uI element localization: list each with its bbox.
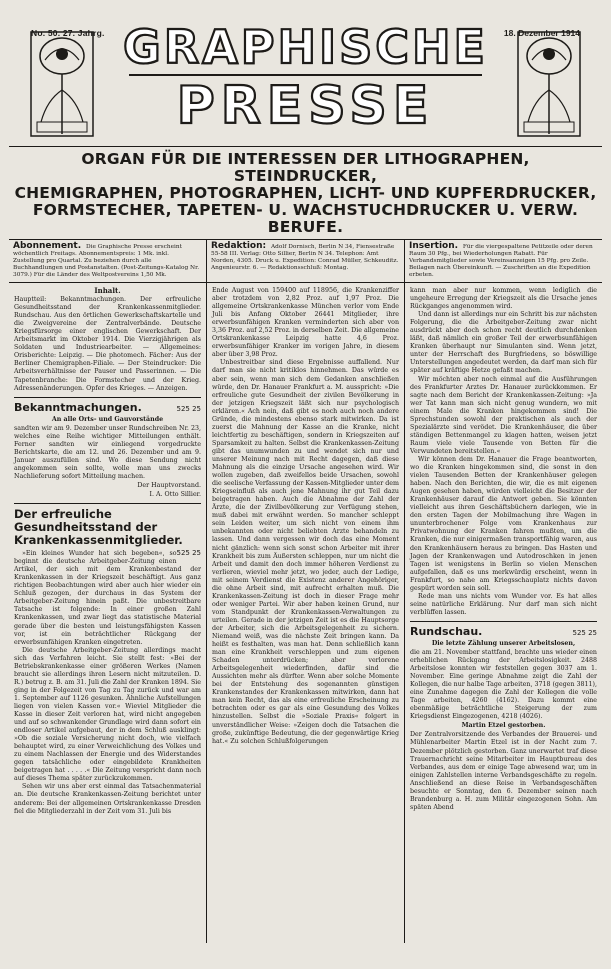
toc-title: Inhalt. — [94, 286, 121, 295]
column-2 — [207, 283, 405, 943]
article-paragraph: Unbestreitbar sind diese Ergebnisse auffallend. Nur darf man sie nicht kritiklos hinnehmen. Das würde es aber sein, wenn man sich dem Gedanken anschließen würde, den Dr. Hanauer Frankfurt a. M. ausspricht: »Die erfreuliche gute Gesundheit der zivilen Bevölkerung in der jetzigen Kriegszeit läßt sich nur psychologisch erklären.« Ach nein, daß gibt es noch auch noch andere Gründe, die mindestens ebenso stark mitwirken. Da ist zuerst die Mahnung der Kasse an die Kranke, nicht leichtfertig zu beschäftigen, sondern in Kriegszeiten auf Sparsamkeit zu halten. Selbst die Krankenkassen-Zeitung gibt das unumwunden zu und wendet sich nur und unserer Meinung nach mit Recht dagegen, daß diese Mahnung als die einzige Ursache angesehen wird. Wir wollen zugeben, daß zweifellos beide Ursachen, sowohl die seelische Verfassung der Kassen-Mitglieder unter dem Kriegseinfluß als auch jene Mahnung ihr gut Teil dazu beigetragen haben. Auch die Abnahme der Zahl der Ärzte, die der Zivilbevölkerung zur Verfügung stehen, muß dabei mit erwähnt werden. So mancher schleppt sein Leiden weiter, um sich nicht von einem ihm unbekannten oder nicht beliebten Arzte behandeln zu lassen. Und dann vergessen wir doch das eine Moment nicht gänzlich: wenn sich sonst schon Arbeiter mit ihrer Krankheit bis zum Äußersten schleppen, nur um nicht die Arbeit und damit den doch immer höheren Verdienst zu verlieren, wieviel mehr jetzt, wo jeder, auch der Ledige, mit seinem Verdienst die Existenz anderer Angehöriger, die ohne Arbeit sind, mit aufrecht erhalten muß. Die Krankenkassen-Zeitung ist doch in dieser Frage mehr oder weniger Partei. Wir aber haben keinen Grund, nur vom Standpunkt der Krankenkassen-Verwaltungen zu urteilen. Gerade in der jetzigen Zeit ist es die Hauptsorge der Arbeiter, sich die Arbeitsgelegenheit zu sichern. Niemand weiß, was die nächste Zeit bringen kann. Da heißt es festhalten, was man hat. Denn schließlich kann man eine Krankheit verschleppen und zum eigenen Schaden unterdrücken; aber verlorene Arbeitsgelegenheit wiederfinden, dafür sind die Aussichten mehr als dürfter. Wenn aber solche Momente bei der Entstehung des sogenannten günstigen Krankenstandes der Krankenkassen mitwirken, dann hat man kein Recht, das als eine erfreuliche Erscheinung zu betrachten oder es gar als eine Gesundung des Volkes hinzustellen. Selbst die »Soziale Praxis« folgert in unverständlicher Weise: »Zeigen doch die Tatsachen die große, zukünftige Bedeutung, die der gegenwärtige Krieg hat.« Zu solchen Schlußfolgerungen — [212, 359, 399, 745]
section-mark: 525 25 — [176, 404, 201, 413]
table-of-contents — [14, 287, 201, 398]
news-subheading: Martin Etzel gestorben. — [461, 722, 546, 730]
section-mark: 525 25 — [572, 628, 597, 637]
article-paragraph: Die deutsche Arbeitgeber-Zeitung allerdings macht sich das Verfahren leicht. Sie stellt fest: »Bei der Betriebskrankenkasse einer größeren Werkes (Namen braucht sie allerdings ihren Lesern nicht mitzuteilen. D. R.) betrug z. B. am 31. Juli die Zahl der Kranken 1894. Sie ging in der Folgezeit von Tag zu Tag zurück und war am 1. September auf 1126 gesunken. Ähnliche Aufstellungen liegen von vielen Kassen vor.« Wieviel Mitglieder die Kasse in dieser Zeit verloren hat, wird nicht angegeben und auf so schwankender Grundlage wird dann sofort ein endloser Artikel aufgebaut, der in dem Schluß ausklingt: »Ob die soziale Versicherung nicht doch, wie vielfach behauptet wird, zu einer Verweichlichung des Volkes und zu einem Nachlassen der Energie und des Widerstandes gegen tatsächliche oder eingebildete Krankheiten beigetragen hat . . . . .« Die Zeitung verspricht dann noch auf dieses Thema später zurückzukommen. — [14, 646, 201, 783]
notice-subheading: An alle Orts- und Gauvorstände — [51, 415, 164, 423]
article-paragraph: »Ein kleines Wunder hat sich begeben«, so beginnt die deutsche Arbeitgeber-Zeitung einen Artikel, der sich mit dem Krankenbestand der Krankenkassen in der Kriegszeit beschäftigt. Aus ganz richtigen Beobachtungen wird aber auch hier wieder ein Schluß gezogen, der durchaus in das System der Arbeitgeber-Zeitung hinein paßt. Die unbestreitbare Tatsache ist folgende: In einer großen Zahl Krankenkassen, und zwar liegt das statistische Material gerade über die besten und leistungsfähigsten Kassen vor, ist ein beträchtlicher Rückgang der erwerbsunfähigen Kranken eingetreten. — [14, 550, 201, 646]
notice-text: sandten wir am 9. Dezember unser Rundschreiben Nr. 23, welches eine Reihe wichtiger Mitteilungen enthält. Ferner sandten wir einliegend vorgedruckte Berichtskarte, die am 12. und 26. Dezember und am 9. Januar auszufüllen sind. Wo diese Sendung nicht angekommen sein sollte, wolle man uns zwecks Nachlieferung sofort Mitteilung machen. — [14, 424, 201, 480]
art-nouveau-ornament-left-icon — [27, 30, 97, 140]
masthead-title-line2: PRESSE — [176, 76, 435, 136]
article-paragraph: kann man aber nur kommen, wenn lediglich die ungeheure Erregung der Kriegszeit als die Ursache jenes Rückganges angenommen wird. — [410, 287, 597, 311]
article-paragraph: Wir möchten aber noch einmal auf die Ausführungen des Frankfurter Arztes Dr. Hanauer zurückkommen. Er sagte nach dem Bericht der Krankenkassen-Zeitung: »Ja wer Tat kann man sich nicht genug wundern, wo mit einem Male die Kranken hingekommen sind! Die Sprechstunden sowohl der praktischen als auch der Spezialärzte sind verödet. Die Krankenhäuser, die über ständigen Bettenmangel zu klagen hatten, weisen jetzt Raum viele viele Tausende von Betten für die Verwundeten bereitstellen.« — [410, 375, 597, 455]
section-title: Rundschau. — [410, 624, 483, 638]
insertion-text: Für die viergespaltene Petitzeile oder deren Raum 30 Pfg., bei Wiederholungen Rabatt. Für Verbandsmitglieder sowie Vereinsanzeigen 15 Pfg. pro Zeile. Beilagen nach Übereinkunft. — Zuschriften an die Expedition erbeten. — [409, 244, 593, 278]
article-paragraph: Ende August von 159400 auf 118956, die Krankenziffer aber trotzdem von 2,82 Proz. auf 1,97 Proz. Die allgemeine Ortskrankenkasse München verlor vom Ende Juli bis Anfang Oktober 26441 Mitglieder, ihre erwerbsunfähigen Kranken verminderten sich aber von 3,36 Proz. auf 2,52 Proz. in derselben Zeit. Die allgemeine Ortskrankenkasse Leipzig hatte 4,6 Proz. erwerbsunfähiger Kranker im vorigen Jahre, in diesem aber über 3,98 Proz. — [212, 287, 400, 359]
abonnement-label: Abonnement. — [13, 241, 82, 251]
notice-signature-name: I. A. Otto Sillier. — [149, 491, 201, 499]
section-heading-rundschau — [410, 626, 597, 638]
redaktion-text: Adolf Dornisch, Berlin N 34, Fiensestraße 55-58 III. Verlag: Otto Sillier, Berlin N 34. Telephon: Amt Norden, 4305. Druck u. Expedition: Conrad Müller, Schkeuditz. Angenieurstr. 6. — Redaktionsschluß: Montag. — [211, 244, 399, 271]
issue-number: No. 50. 27. Jahrg. — [31, 28, 105, 38]
insertion-box — [405, 240, 602, 282]
article-columns — [9, 283, 602, 943]
divider — [410, 621, 597, 622]
article-paragraph: Und dann ist allerdings nur ein Schritt bis zur nächsten Folgerung, die die Arbeitgeber-Zeitung zwar nicht ausdrückt aber doch schon recht deutlich durchdenken läßt, daß nämlich ein großer Teil der erwerbsunfähigen Kranken überhaupt nur Simulanten sind. Wenn jetzt, unter der Herrschaft des Burgfriedens, so böswillige Unterstellungen angedeutet werden, da darf man sich für später auf kräftige Hetze gefaßt machen. — [410, 311, 597, 375]
redaktion-label: Redaktion: — [211, 241, 267, 251]
abonnement-text: Die Graphische Presse erscheint wöchentlich Freitags. Abonnementspreis: 1 Mk. inkl. Zustellung pro Quartal. Zu beziehen durch alle Buchhandlungen und Postanstalten. (Post-Zeitungs-Katalog Nr. 3079.) Für die Länder des Weltpostvereins 1,50 Mk. — [13, 244, 200, 278]
section-title: Bekanntmachungen. — [14, 400, 142, 414]
redaktion-box — [207, 240, 405, 282]
masthead-title-line1: GRAPHISCHE — [123, 20, 488, 74]
toc-text: Hauptteil: Bekanntmachungen. Der erfreuliche Gesundheitsstand der Krankenkassenmitglieder. Rundschau. Aus den örtlichen Gewerkschaftskartelle und die Zweigvereine der Zentralverbände. Deutsche Kriegsfürsorge einer englischen Gewerkschaft. Der Arbeitsmarkt im Oktober 1914. Die Vierzigjährigen als Soldaten und Industriearbeiter. — Allgemeines: Orisberichte: Leipzig. — Die photomech. Fächer: Aus der Berliner Chemigraphen-Filiale. — Der Steindrucker: Die Arbeitsverhältnisse der Pauser und Passerinnen. — Die Tapetenbranche: Die Formstecher und der Krieg. Adressenänderungen. Opfer des Krieges. — Anzeigen. — [14, 296, 201, 392]
masthead-subtitle — [9, 147, 602, 240]
article-title — [14, 507, 201, 558]
article-title-text: Der erfreuliche Gesundheitsstand der Krankenkassenmitglieder. — [14, 507, 183, 548]
art-nouveau-ornament-right-icon — [514, 30, 584, 140]
page-bottom-margin — [9, 943, 602, 969]
news-subheading: Die letzte Zählung unserer Arbeitslosen, — [431, 639, 576, 647]
news-text: die am 21. November stattfand, brachte uns wieder einen erheblichen Rückgang der Arbeitslosigkeit. 2488 Arbeitslose konnten wir feststellen gegen 3037 am 1. November. Eine geringe Abnahme zeigt die Zahl der Kollegen, die nur halbe Tage arbeiten, 3718 (gegen 3811), eine Zunahme dagegen die Zahl der Kollegen die volle Tage arbeiten, 4260 (4162). Dazu kommt eine ebenmäßige beträchtliche Steigerung der zum Kriegsdienst Eingezogenen, 4218 (4026). — [410, 648, 597, 721]
info-bar — [9, 240, 602, 283]
article-paragraph: Rede man uns nichts vom Wunder vor. Es hat alles seine natürliche Erklärung. Nur darf man sich nicht verblüffen lassen. — [410, 592, 597, 616]
article-paragraph: Sehen wir uns aber erst einmal das Tatsachenmaterial an. Die deutsche Krankenkassen-Zeitung berichtet unter anderem: Bei der allgemeinen Ortskrankenkasse Dresden fiel die Mitgliederzahl in der Zeit vom 31. Juli bis — [14, 783, 201, 815]
column-1 — [9, 283, 207, 943]
news-text: Der Zentralvorsitzende des Verbandes der Brauerei- und Mühlenarbeiter Martin Etzel ist in der Nacht zum 7. Dezember plötzlich gestorben. Ganz unerwartet traf diese Trauernachricht seine Mitarbeiter im Hauptbureau des Verbandes, aus dem er einige Tage abwesend war, um in einigen Zahlstellen interne Verbandsgeschäfte zu regeln. Anschließend an diese Reise in Verbandsgeschäften besuchte er Sonntag, den 6. Dezember seinen nach Brandenburg a. H. zum Militär eingezogenen Sohn. Am späten Abend — [410, 731, 597, 811]
subtitle-line: ORGAN FÜR DIE INTERESSEN DER LITHOGRAPHEN, STEINDRUCKER, — [81, 150, 530, 185]
column-3 — [405, 283, 602, 943]
subtitle-line: CHEMIGRAPHEN, PHOTOGRAPHEN, LICHT- UND KUPFERDRUCKER, — [14, 184, 597, 202]
issue-date: 18. Dezember 1914 — [503, 28, 580, 38]
divider — [14, 503, 201, 504]
section-heading-bekanntmachungen — [14, 402, 201, 414]
masthead — [9, 6, 602, 147]
notice-signature: Der Hauptvorstand. — [137, 481, 201, 489]
subtitle-line: FORMSTECHER, TAPETEN- U. WACHSTUCHDRUCKER U. VERW. BERUFE. — [32, 201, 579, 236]
article-paragraph: Wir können dem Dr. Hanauer die Frage beantworten, wo die Kranken hingekommen sind, die sonst in den vielen Tausenden Betten der Krankenhäuser gelegen haben. Nach den Berichten, die wir, die es mit eigenen Augen gesehen haben, würden vielleicht die Besitzer der Krankenhäuser darauf die Antwort geben. Sie könnten vielleicht aus ihren Geschäftsbüchern darlegen, wie in den ersten Tagen der Mobilmachung ihre Wagen in ununterbrochener Folge vom Krankenhaus zur Privatwohnung der Kranken fahren mußten, um die Kranken, die nur einigermaßen transportfähig waren, aus den Krankenhäusern heraus zu bringen. Das Hasten und Jagen der Krankenwagen und Autodroschken in jenen Tagen ist wenigstens in Berlin so vielen Menschen aufgefallen, daß es uns merkwürdig erscheint, wenn in Frankfurt, so nahe am Kriegsschauplatz nichts davon gespürt worden sein soll. — [410, 455, 597, 592]
article-mark: 525 25 — [176, 549, 201, 558]
insertion-label: Insertion. — [409, 241, 459, 251]
abonnement-box — [9, 240, 207, 282]
